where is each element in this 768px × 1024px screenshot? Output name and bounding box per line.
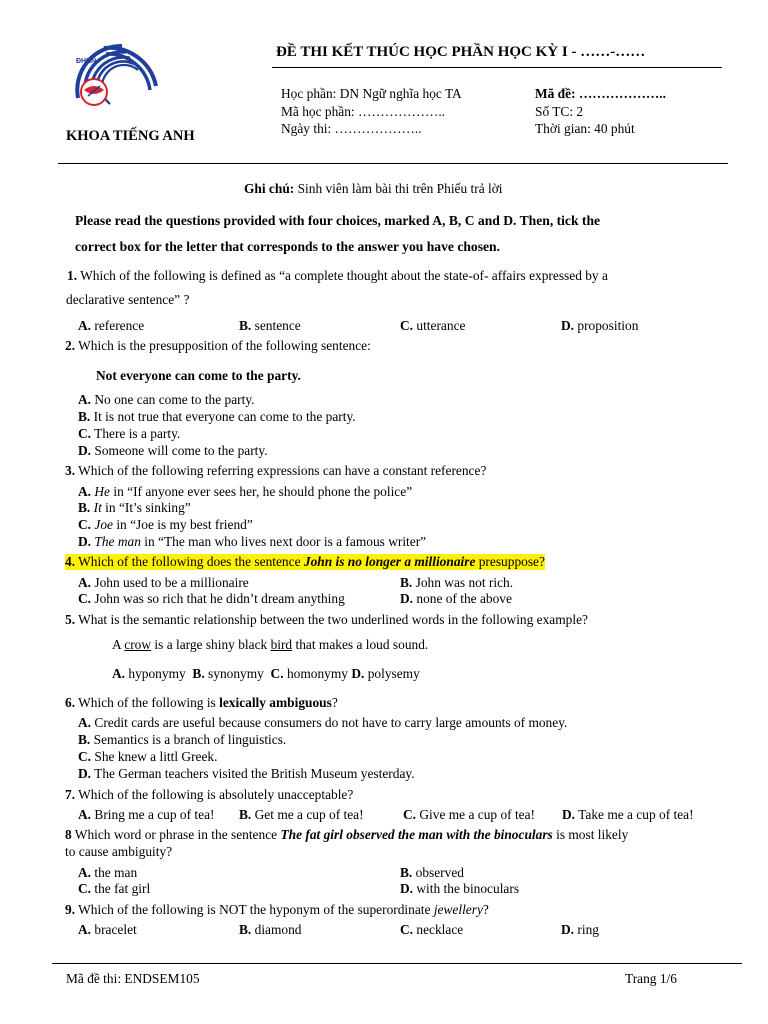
q5-option-d[interactable]: D. polysemy [351, 666, 420, 681]
exam-title: ĐỀ THI KẾT THÚC HỌC PHẦN HỌC KỲ I - ……-…… [276, 44, 646, 60]
q1-option-b[interactable]: B. sentence [239, 318, 301, 333]
footer-rule [52, 963, 742, 964]
q9-option-a[interactable]: A. bracelet [78, 922, 137, 937]
q4-option-b[interactable]: B. John was not rich. [400, 575, 514, 590]
exam-date: Ngày thi: ……………….. [281, 121, 422, 136]
q5-options [112, 666, 420, 682]
question-6: 6. Which of the following is lexically ambiguous? [65, 695, 338, 710]
course-code: Mã học phần: ……………….. [281, 104, 446, 119]
q8-option-c[interactable]: C. the fat girl [78, 881, 151, 896]
exam-code-field: Mã đề: ……………….. [535, 86, 666, 101]
q9-option-b[interactable]: B. diamond [239, 922, 302, 937]
instructions-line2: correct box for the letter that corresponds to the answer you have chosen. [75, 239, 500, 254]
q6-option-a[interactable]: A. Credit cards are useful because consumers do not have to carry large amounts of money. [78, 715, 568, 730]
question-number: 1. [67, 268, 78, 283]
question-5: 5. What is the semantic relationship between the two underlined words in the following example? [65, 612, 588, 627]
q3-option-c[interactable]: C. Joe in “Joe is my best friend” [78, 517, 253, 532]
q2-example: Not everyone can come to the party. [96, 368, 301, 383]
q7-option-b[interactable]: B. Get me a cup of tea! [239, 807, 364, 822]
q6-option-b[interactable]: B. Semantics is a branch of linguistics. [78, 732, 287, 747]
faculty-name: KHOA TIẾNG ANH [66, 128, 195, 144]
q5-option-a[interactable]: A. hyponymy [112, 666, 186, 681]
q5-option-b[interactable]: B. synonymy [192, 666, 264, 681]
q9-option-d[interactable]: D. ring [561, 922, 599, 937]
footer-page-number: Trang 1/6 [625, 971, 677, 986]
q2-option-b[interactable]: B. It is not true that everyone can come to the party. [78, 409, 356, 424]
q3-option-b[interactable]: B. It in “It’s sinking” [78, 500, 191, 515]
q3-option-d[interactable]: D. The man in “The man who lives next door is a famous writer” [78, 534, 427, 549]
note-text: Sinh viên làm bài thi trên Phiếu trả lời [294, 181, 503, 196]
question-8: 8 Which word or phrase in the sentence The fat girl observed the man with the binoculars is most likely [65, 827, 629, 842]
logo-globe-icon [64, 40, 174, 114]
q9-option-c[interactable]: C. necklace [400, 922, 464, 937]
q7-option-d[interactable]: D. Take me a cup of tea! [562, 807, 694, 822]
course-name: Học phần: DN Ngữ nghĩa học TA [281, 86, 462, 101]
note [244, 181, 503, 197]
duration: Thời gian: 40 phút [535, 121, 635, 136]
question-text: Which of the following is defined as “a complete thought about the state-of- affairs expressed by a [77, 268, 608, 283]
q7-option-c[interactable]: C. Give me a cup of tea! [403, 807, 536, 822]
q6-option-d[interactable]: D. The German teachers visited the British Museum yesterday. [78, 766, 415, 781]
q8-option-b[interactable]: B. observed [400, 865, 464, 880]
title-rule [272, 67, 722, 68]
q5-example: A crow is a large shiny black bird that makes a loud sound. [112, 637, 429, 652]
q2-option-a[interactable]: A. No one can come to the party. [78, 392, 255, 407]
q2-option-c[interactable]: C. There is a party. [78, 426, 181, 441]
q4-option-d[interactable]: D. none of the above [400, 591, 512, 606]
header-divider [58, 163, 728, 164]
logo-text: ĐHNN [76, 58, 97, 65]
question-8-cont: to cause ambiguity? [65, 844, 173, 859]
q1-option-d[interactable]: D. proposition [561, 318, 639, 333]
note-label: Ghi chú: [244, 181, 295, 196]
credits: Số TC: 2 [535, 104, 584, 119]
question-4: 4. Which of the following does the sentence John is no longer a millionaire presuppose? [65, 554, 545, 569]
question-1-cont: declarative sentence” ? [66, 292, 190, 307]
q8-option-d[interactable]: D. with the binoculars [400, 881, 520, 896]
q7-option-a[interactable]: A. Bring me a cup of tea! [78, 807, 215, 822]
instructions-line1: Please read the questions provided with four choices, marked A, B, C and D. Then, tick the [75, 213, 601, 228]
q1-option-a[interactable]: A. reference [78, 318, 145, 333]
q1-option-c[interactable]: C. utterance [400, 318, 466, 333]
university-logo [64, 40, 174, 114]
q3-option-a[interactable]: A. He in “If anyone ever sees her, he should phone the police” [78, 484, 413, 499]
question-9: 9. Which of the following is NOT the hyponym of the superordinate jewellery? [65, 902, 489, 917]
q4-option-c[interactable]: C. John was so rich that he didn’t dream anything [78, 591, 345, 606]
q6-option-c[interactable]: C. She knew a littl Greek. [78, 749, 218, 764]
question-1 [67, 268, 608, 284]
q5-option-c[interactable]: C. homonymy [270, 666, 348, 681]
q8-option-a[interactable]: A. the man [78, 865, 138, 880]
footer-exam-code: Mã đề thi: ENDSEM105 [66, 971, 200, 986]
q2-option-d[interactable]: D. Someone will come to the party. [78, 443, 268, 458]
question-7: 7. Which of the following is absolutely unacceptable? [65, 787, 354, 802]
q4-option-a[interactable]: A. John used to be a millionaire [78, 575, 249, 590]
question-3: 3. Which of the following referring expressions can have a constant reference? [65, 463, 487, 478]
question-2: 2. Which is the presupposition of the following sentence: [65, 338, 371, 353]
